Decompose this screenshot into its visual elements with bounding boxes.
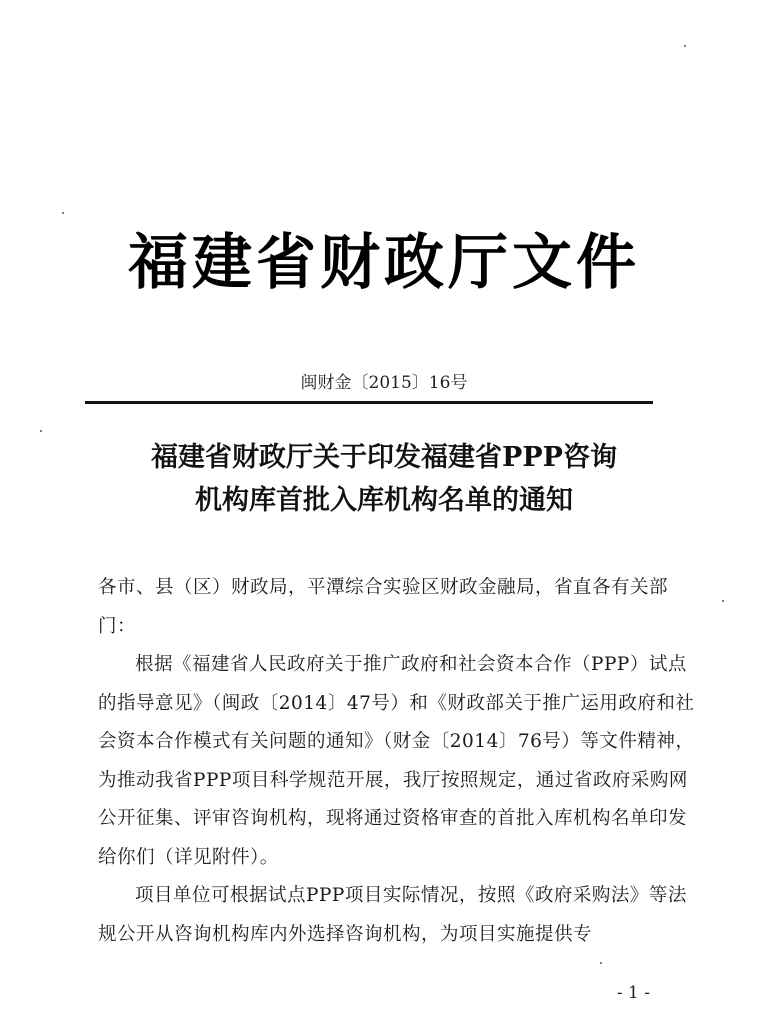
page-number: - 1 - <box>616 983 650 1003</box>
body-paragraph-2: 项目单位可根据试点PPP项目实际情况，按照《政府采购法》等法规公开从咨询机构库内外选择咨询机构，为项目实施提供专 <box>98 885 687 945</box>
scan-speck <box>40 430 42 432</box>
title-line-2: 机构库首批入库机构名单的通知 <box>195 485 573 516</box>
scan-speck <box>722 600 724 602</box>
scan-speck <box>684 45 686 47</box>
document-number: 闽财金〔2015〕16号 <box>300 373 468 393</box>
document-body <box>98 569 696 954</box>
scan-speck <box>62 212 64 214</box>
body-paragraph-1: 根据《福建省人民政府关于推广政府和社会资本合作（PPP）试点的指导意见》（闽政〔2014〕47号）和《财政部关于推广运用政府和社会资本合作模式有关问题的通知》（财金〔2014〕76号）等文件精神，为推动我省PPP项目科学规范开展，我厅按照规定，通过省政府采购网公开征集、评审咨询机构，现将通过资格审查的首批入库机构名单印发给你们（详见附件）。 <box>98 654 695 868</box>
scan-speck <box>600 962 602 964</box>
header-divider-rule <box>85 401 653 404</box>
document-title <box>0 436 768 522</box>
salutation: 各市、县（区）财政局，平潭综合实验区财政金融局，省直各有关部门： <box>98 577 669 637</box>
title-line-1: 福建省财政厅关于印发福建省PPP咨询 <box>151 442 617 473</box>
issuer-header-title: 福建省财政厅文件 <box>128 228 640 298</box>
